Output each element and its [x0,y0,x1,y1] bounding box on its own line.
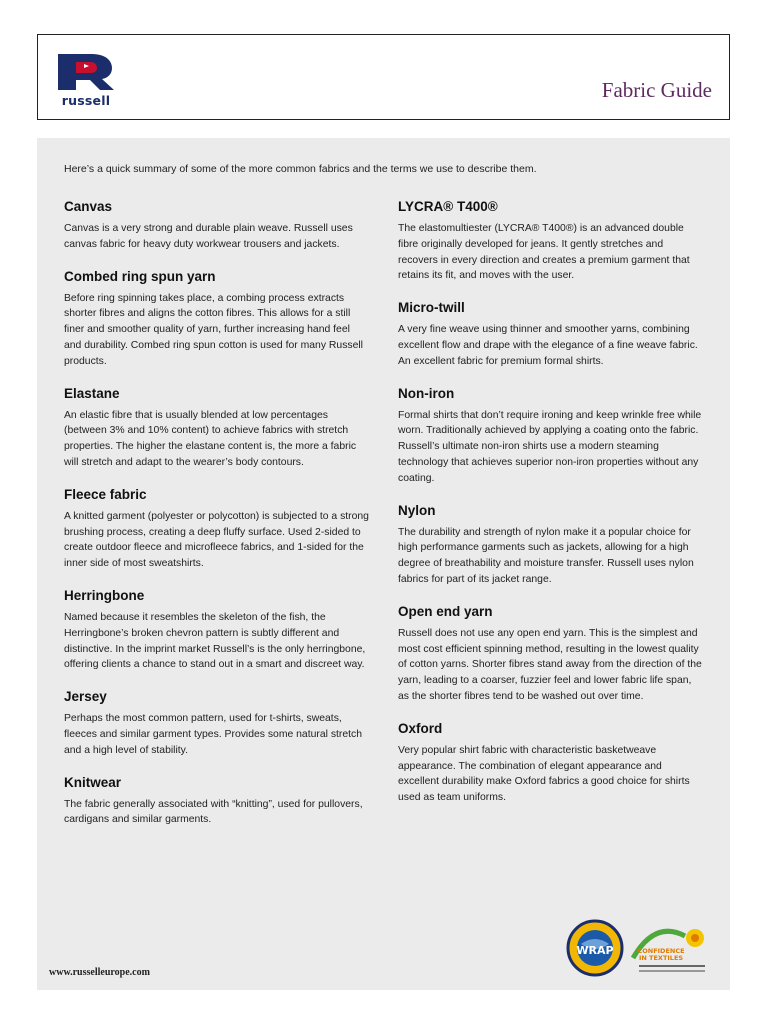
term-title: Jersey [64,689,107,705]
term-description: The elastomultiester (LYCRA® T400®) is an advanced double fibre originally developed for jeans. It gently stretches and recovers in every direction and creates a premium garment that retains its fit, and moves with the user. [398,223,690,282]
left-column [64,199,370,844]
intro-text: Here’s a quick summary of some of the more common fabrics and the terms we use to describe them. [64,163,537,175]
term-description: A very fine weave using thinner and smoother yarns, combining excellent flow and drape with the elegance of a fine weave fabric. An excellent fabric for premium formal shirts. [398,324,698,367]
term-elastane [64,386,370,471]
term-knitwear [64,775,370,829]
term-description: An elastic fibre that is usually blended at low percentages (between 3% and 10% content) to achieve fabrics with stretch properties. The higher the elastane content is, the more a fabric will stretch and adapt to the wearer’s body contours. [64,409,357,468]
wrap-badge-icon [568,921,622,975]
right-column [398,199,704,822]
term-jersey [64,689,370,758]
term-lycra-t400 [398,199,704,284]
confidence-line-2: IN TEXTILES [638,954,684,962]
certification-badges [565,918,715,978]
wrap-badge-label: WRAP [576,944,614,957]
term-canvas [64,199,370,253]
russell-logo [54,52,118,108]
content-panel [37,138,730,990]
term-description: The fabric generally associated with “knitting”, used for pullovers, cardigans and similar garments. [64,798,363,826]
term-description: A knitted garment (polyester or polycotton) is subjected to a strong brushing process, creating a deep fluffy surface. Used 2-sided to create outdoor fleece and microfleece fabrics, and 1-sided for the inner side of most sweatshirts. [64,510,369,570]
term-description: Formal shirts that don’t require ironing and keep wrinkle free while worn. Traditionally achieved by applying a coating onto the fabric. Russell’s ultimate non-iron shirts use a modern steaming technology that achieves superior non-iron properties without any coating. [398,409,702,484]
confidence-in-textiles-icon [633,929,705,972]
term-title: Combed ring spun yarn [64,268,216,284]
term-nylon [398,503,704,588]
term-title: Herringbone [64,587,145,603]
term-title: Elastane [64,385,120,401]
logo-wordmark: russell [61,93,111,108]
term-open-end-yarn [398,604,704,705]
term-non-iron [398,386,704,487]
term-description: Very popular shirt fabric with characteristic basketweave appearance. The combination of elegant appearance and excellent durability make Oxford fabrics a good choice for shirts used as team uniforms. [398,744,690,804]
term-title: Non-iron [398,385,455,401]
term-title: Oxford [398,720,443,736]
term-title: Nylon [398,502,436,518]
term-title: Canvas [64,199,113,214]
term-title: Fleece fabric [64,486,147,502]
term-description: Named because it resembles the skeleton of the fish, the Herringbone’s broken chevron pattern is subtly different and distinctive. In the imprint market Russell’s is the only herringbone, offering clients a chance to stand out in a smart and discreet way. [64,611,366,671]
term-oxford [398,721,704,806]
term-description: Russell does not use any open end yarn. This is the simplest and most cost efficient spinning method, resulting in the lowest quality of cotton yarns. Shorter fibres stand away from the direction of the yarn, leading to a coarser, fuzzier feel and lower fabric life span, as the shorter fibres tend to be washed out over time. [398,627,702,702]
term-micro-twill [398,300,704,369]
document-title: Fabric Guide [601,78,712,102]
certification-logos [565,918,715,978]
term-description: Canvas is a very strong and durable plain weave. Russell uses canvas fabric for heavy duty workwear trousers and jackets. [64,223,353,250]
footer-url-link[interactable]: www.russelleurope.com [49,967,150,978]
term-herringbone [64,588,370,673]
term-fleece-fabric [64,487,370,572]
term-title: Micro-twill [398,300,465,316]
term-title: LYCRA® T400® [398,199,498,214]
term-description: The durability and strength of nylon make it a popular choice for high performance garments such as jackets, allowing for a high degree of breathability and moisture transfer. Russell uses nylon fabrics for part of its jacket range. [398,526,694,585]
term-combed-ring-spun-yarn [64,269,370,370]
confidence-line-1: CONFIDENCE [637,947,685,955]
term-title: Knitwear [64,774,122,790]
russell-r-icon [54,52,118,92]
term-description: Before ring spinning takes place, a combing process extracts shorter fibres and aligns the cotton fibres. This allows for a still finer and smoother quality of yarn, further increasing hand feel and durability. Combed ring spun cotton is used for many Russell products. [64,292,363,367]
term-description: Perhaps the most common pattern, used for t-shirts, sweats, fleeces and similar garment types. Provides some natural stretch and a high level of stability. [64,713,362,756]
page-header [37,34,730,120]
term-title: Open end yarn [398,603,493,619]
